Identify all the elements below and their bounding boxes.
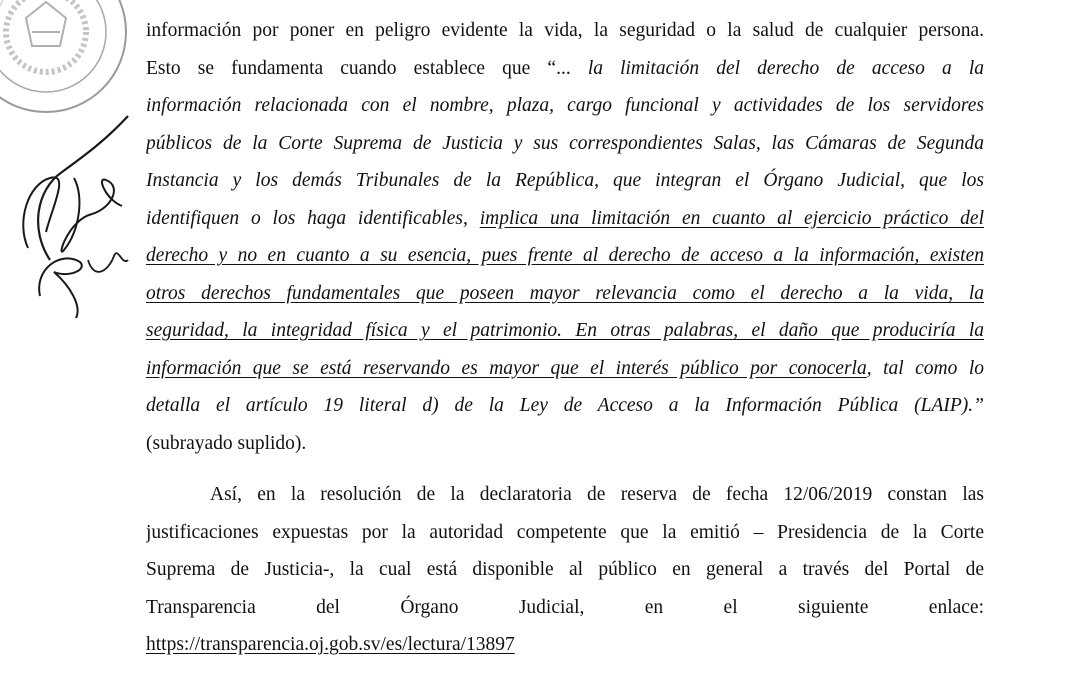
paragraph-gap	[146, 664, 984, 675]
italic-quote-text: públicos de la Corte Suprema de Justicia y sus correspondientes Salas, las Cámaras de Segunda	[146, 132, 984, 154]
document-body	[146, 12, 984, 675]
paragraph-line	[146, 162, 984, 200]
italic-quote-text: la limitación del derecho de acceso a la	[587, 57, 984, 79]
underlined-text: derecho y no en cuanto a su esencia, pues frente al derecho de acceso a la información, existen	[146, 245, 984, 266]
paragraph-line	[146, 387, 984, 425]
italic-quote-text: identifiquen o los haga identificables,	[146, 207, 480, 229]
italic-quote-text: , tal como lo	[866, 357, 984, 379]
paragraph-line	[146, 312, 984, 350]
paragraph-gap	[146, 462, 984, 476]
paragraph-line	[146, 50, 984, 88]
paragraph-line: Suprema de Justicia-, la cual está disponible al público en general a través del Portal de	[146, 559, 984, 580]
paragraph-line	[146, 425, 984, 463]
quoted-paragraph	[146, 12, 984, 462]
underlined-text: otros derechos fundamentales que poseen mayor relevancia como el derecho a la vida, la	[146, 282, 984, 304]
paragraph-line	[146, 275, 984, 313]
underlined-text: seguridad, la integridad física y el patrimonio. En otras palabras, el daño que produciría la	[146, 320, 984, 341]
italic-quote-text: información relacionada con el nombre, plaza, cargo funcional y actividades de los servidores	[146, 95, 984, 116]
italic-quote-text: Instancia y los demás Tribunales de la República, que integran el Órgano Judicial, que los	[146, 170, 984, 191]
paragraph-line: justificaciones expuestas por la autoridad competente que la emitió – Presidencia de la Corte	[146, 521, 984, 543]
paragraph-line: Así, en la resolución de la declaratoria de reserva de fecha 12/06/2019 constan las	[210, 484, 984, 505]
underlined-text: información que se está reservando es mayor que el interés público por conocerla	[146, 357, 867, 379]
paragraph-justification	[146, 476, 984, 664]
official-seal-stamp	[0, 0, 130, 116]
underlined-text: implica una limitación en cuanto al ejercicio práctico del	[479, 207, 984, 229]
paragraph-line	[146, 12, 984, 50]
paragraph-line	[146, 626, 984, 664]
paragraph-line	[146, 237, 984, 275]
text-run: Esto se fundamenta cuando establece que “...	[146, 57, 588, 79]
paragraph-line	[146, 125, 984, 163]
text-run: (subrayado suplido).	[146, 432, 307, 454]
paragraph-line	[146, 350, 984, 388]
paragraph-line	[146, 200, 984, 238]
paragraph-line	[146, 87, 984, 125]
paragraph-line: Transparencia del Órgano Judicial, en el siguiente enlace:	[146, 596, 984, 618]
text-run: información por poner en peligro evidente la vida, la seguridad o la salud de cualquier persona.	[146, 20, 984, 41]
handwritten-signature	[10, 110, 150, 320]
transparency-portal-link[interactable]: https://transparencia.oj.gob.sv/es/lectura/13897	[146, 634, 515, 655]
italic-quote-text: detalla el artículo 19 literal d) de la Ley de Acceso a la Información Pública (LAIP).”	[146, 395, 984, 416]
